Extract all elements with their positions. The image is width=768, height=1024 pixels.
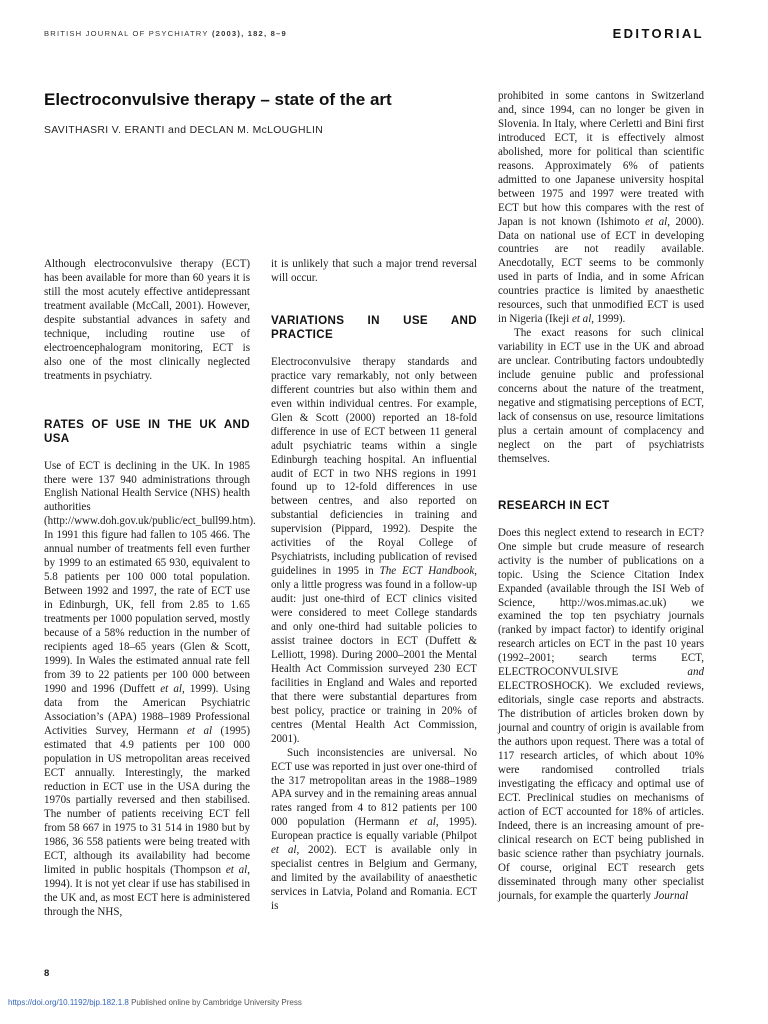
page-number: 8 bbox=[44, 968, 50, 979]
doi-link[interactable]: https://doi.org/10.1192/bjp.182.1.8 bbox=[8, 998, 129, 1007]
heading-research-in-ect: RESEARCH IN ECT bbox=[498, 498, 610, 512]
article-authors: SAVITHASRI V. ERANTI and DECLAN M. McLOUGHLIN bbox=[44, 125, 324, 136]
variations-paragraph: Electroconvulsive therapy standards and practice vary remarkably, not only between different countries but also within them and even within individual centres. For example, Glen & Scott (2000) reported an 18-fold difference in use of ECT between 11 general adult psychiatric teams within a single Edinburgh teaching hospital. An influential audit of ECT in two NHS regions in 1991 found up to 12-fold differences in use between centres, and also reported on substantial deficiencies in training and supervision (Pippard, 1992). Despite the activities of the Royal College of Psychiatrists, including publication of revised guidelines in 1995 in The ECT Handbook, only a little progress was found in a follow-up audit: just one-third of ECT clinics visited were considered to meet College standards and only one-third had suitable policies to assist trainee doctors in ECT (Duffett & Lelliott, 1998). During 2000–2001 the Mental Health Act Commission surveyed 230 ECT facilities in England and Wales and reported that there were substantial departures from best policy, practice or training in 20% of centres (Mental Health Act Commission, 2001). bbox=[271, 355, 477, 745]
continued-paragraph: it is unlikely that such a major trend reversal will occur. bbox=[271, 258, 477, 284]
inconsistencies-paragraph: Such inconsistencies are universal. No ECT use was reported in just over one-third of the 317 metropolitan areas in the 1988–1989 APA survey and in the remaining areas annual rates ranged from 4 to 812 patients per 100 000 population (Hermann et al, 1995). European practice is equally variable (Philpot et al, 2002). ECT is available only in specialist centres in Belgium and Germany, and limited by the availability of anaesthetic services in Latvia, Poland and Romania. ECT is bbox=[271, 746, 478, 913]
journal-line bbox=[44, 29, 287, 38]
published-text: Published online by Cambridge University Press bbox=[131, 998, 302, 1007]
research-paragraph: Does this neglect extend to research in ECT? One simple but crude measure of research activity is the number of publications on a topic. Using the Science Citation Index Expanded (available through the ISI Web of Science, http://wos.mimas.ac.uk) we examined the top ten psychiatry journals (ranked by impact factor) to identify original research articles on ECT in the past 10 years (1992–2001; search terms ECT, ELECTROCONVULSIVE and ELECTROSHOCK). We excluded reviews, editorials, single case reports and abstracts. The distribution of articles broken down by journal and country of origin is available from the authors upon request. There was a total of 117 research articles, of which about 10% were randomised controlled trials investigating the efficacy and optimal use of ECT. Preclinical studies on mechanisms of action of ECT accounted for 18% of articles. Indeed, there is an increasing amount of preclinical research on ECT being published in basic science rather than psychiatry journals. Of course, original ECT research gets disseminated through many other specialist journals, for example the quarterly Journal bbox=[498, 526, 704, 902]
running-head bbox=[44, 26, 704, 42]
column-2 bbox=[271, 258, 477, 914]
heading-rates-of-use: RATES OF USE IN THE UK AND USA bbox=[44, 417, 250, 445]
column-3 bbox=[498, 90, 704, 903]
reasons-paragraph: The exact reasons for such clinical variability in ECT use in the UK and abroad are unclear. Contributing factors undoubtedly include genuine public and professional concerns about the nature of the treatment, negative and stigmatising perceptions of ECT, lack of consensus on use, resource limitations plus a certain amount of complacency and neglect on the part of psychiatrists themselves. bbox=[498, 327, 704, 465]
europe-paragraph: prohibited in some cantons in Switzerland and, since 1994, can no longer be given in Slovenia. In Italy, where Cerletti and Bini first introduced ECT, it is effectively almost abolished, more for political than scientific reasons. Approximately 6% of patients admitted to one Japanese university hospital between 1975 and 1997 were treated with ECT but how this compares with the rest of Japan is not known (Ishimoto et al, 2000). Data on national use of ECT in developing countries are not readily available. Anecdotally, ECT seems to be commonly used in parts of India, and in some African countries practice is limited by anaesthetic resources, such that unmodified ECT is used in Nigeria (Ikeji et al, 1999). bbox=[498, 90, 704, 326]
footer bbox=[8, 998, 302, 1007]
article-title: Electroconvulsive therapy – state of the art bbox=[44, 90, 392, 109]
section-label: EDITORIAL bbox=[612, 26, 704, 41]
journal-name: BRITISH JOURNAL OF PSYCHIATRY bbox=[44, 29, 209, 38]
column-1 bbox=[44, 258, 256, 920]
intro-paragraph: Although electroconvulsive therapy (ECT) has been available for more than 60 years it is still the most acutely effective antidepressant treatment available (McCall, 2001). However, despite substantial advances in safety and technique, including routine use of electroencephalogram monitoring, ECT is also one of the most clinically neglected treatments in psychiatry. bbox=[44, 258, 250, 382]
heading-variations-in-use: VARIATIONS IN USE AND PRACTICE bbox=[271, 313, 477, 341]
journal-citation: (2003), 182, 8–9 bbox=[211, 29, 287, 38]
rates-paragraph: Use of ECT is declining in the UK. In 1985 there were 137 940 administrations through English National Health Service (NHS) health authorities (http://www.doh.gov.uk/public/ect_bull99.htm). In 1991 this figure had fallen to 105 466. The annual number of treatments fell even further by 1999 to an estimated 65 930, equivalent to 5.8 patients per 100 000 total population. Between 1992 and 1997, the rate of ECT use in Edinburgh, UK, fell from 2.85 to 1.65 treatments per 1000 population served, mostly because of a 58% reduction in the number of recipients aged 18–65 years (Glen & Scott, 1999). In Wales the estimated annual rate fell from 39 to 22 patients per 100 000 between 1990 and 1996 (Duffett et al, 1999). Using data from the American Psychiatric Association’s (APA) 1988–1989 Professional Activities Survey, Hermann et al (1995) estimated that 4.9 patients per 100 000 population in US metropolitan areas received ECT annually. Interestingly, the marked reduction in ECT use in the USA during the 1970s partially reversed and then stabilised. The number of patients receiving ECT fell from 58 667 in 1975 to 31 514 in 1980 but by 1986, 36 558 patients were being treated with ECT, although its availability had become limited in public hospitals (Thompson et al, 1994). It is not yet clear if use has stabilised in the UK and, as most ECT here is administered through the NHS, bbox=[44, 459, 256, 919]
